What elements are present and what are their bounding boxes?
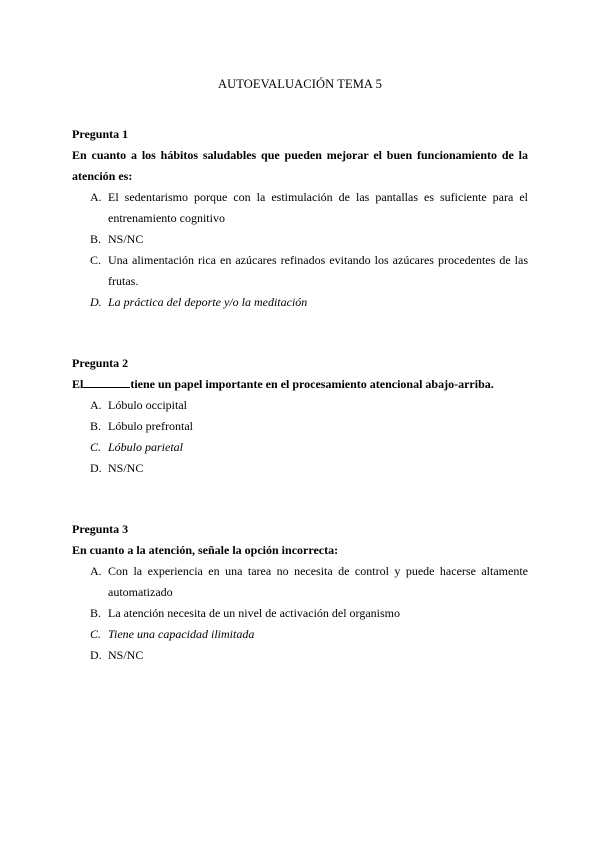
option-letter: C. bbox=[90, 253, 102, 267]
option-letter: D. bbox=[90, 295, 102, 309]
options-list bbox=[72, 187, 528, 313]
option-letter: B. bbox=[90, 232, 102, 246]
options-list bbox=[72, 561, 528, 666]
option-text: Lóbulo parietal bbox=[108, 440, 184, 454]
document-title: AUTOEVALUACIÓN TEMA 5 bbox=[218, 77, 382, 91]
question-text-after: tiene un papel importante en el procesamiento atencional abajo-arriba. bbox=[130, 377, 494, 391]
option-c bbox=[72, 624, 528, 645]
option-c bbox=[72, 250, 528, 292]
option-text: Lóbulo prefrontal bbox=[108, 419, 193, 433]
option-a bbox=[72, 187, 528, 229]
option-letter: B. bbox=[90, 419, 102, 433]
option-letter: A. bbox=[90, 564, 102, 578]
option-a bbox=[72, 561, 528, 603]
option-b bbox=[72, 603, 528, 624]
question-text-before: El bbox=[72, 377, 84, 391]
question-heading: Pregunta 1 bbox=[72, 127, 129, 141]
option-letter: A. bbox=[90, 190, 102, 204]
option-text: NS/NC bbox=[108, 232, 144, 246]
option-letter: A. bbox=[90, 398, 102, 412]
option-d bbox=[72, 458, 528, 479]
option-c bbox=[72, 437, 528, 458]
option-letter: B. bbox=[90, 606, 102, 620]
question-1 bbox=[72, 124, 528, 313]
option-text: NS/NC bbox=[108, 648, 144, 662]
question-heading: Pregunta 2 bbox=[72, 356, 129, 370]
question-3 bbox=[72, 519, 528, 666]
fill-in-blank bbox=[83, 375, 130, 388]
option-letter: D. bbox=[90, 648, 102, 662]
question-heading: Pregunta 3 bbox=[72, 522, 129, 536]
option-letter: C. bbox=[90, 627, 102, 641]
question-2 bbox=[72, 353, 528, 479]
option-text: La atención necesita de un nivel de activación del organismo bbox=[108, 606, 401, 620]
option-text: El sedentarismo porque con la estimulación de las pantallas es suficiente para el entrenamiento cognitivo bbox=[108, 190, 528, 225]
option-text: La práctica del deporte y/o la meditación bbox=[108, 295, 308, 309]
option-text: Con la experiencia en una tarea no necesita de control y puede hacerse altamente automatizado bbox=[108, 564, 528, 599]
option-d bbox=[72, 645, 528, 666]
options-list bbox=[72, 395, 528, 479]
option-b bbox=[72, 416, 528, 437]
option-text: NS/NC bbox=[108, 461, 144, 475]
option-text: Lóbulo occipital bbox=[108, 398, 187, 412]
question-text: En cuanto a los hábitos saludables que pueden mejorar el buen funcionamiento de la atención es: bbox=[72, 148, 528, 183]
option-text: Una alimentación rica en azúcares refinados evitando los azúcares procedentes de las frutas. bbox=[108, 253, 528, 288]
option-letter: D. bbox=[90, 461, 102, 475]
option-text: Tiene una capacidad ilimitada bbox=[108, 627, 255, 641]
question-text bbox=[72, 374, 528, 395]
option-letter: C. bbox=[90, 440, 102, 454]
option-d bbox=[72, 292, 528, 313]
option-b bbox=[72, 229, 528, 250]
question-text: En cuanto a la atención, señale la opción incorrecta: bbox=[72, 543, 339, 557]
option-a bbox=[72, 395, 528, 416]
